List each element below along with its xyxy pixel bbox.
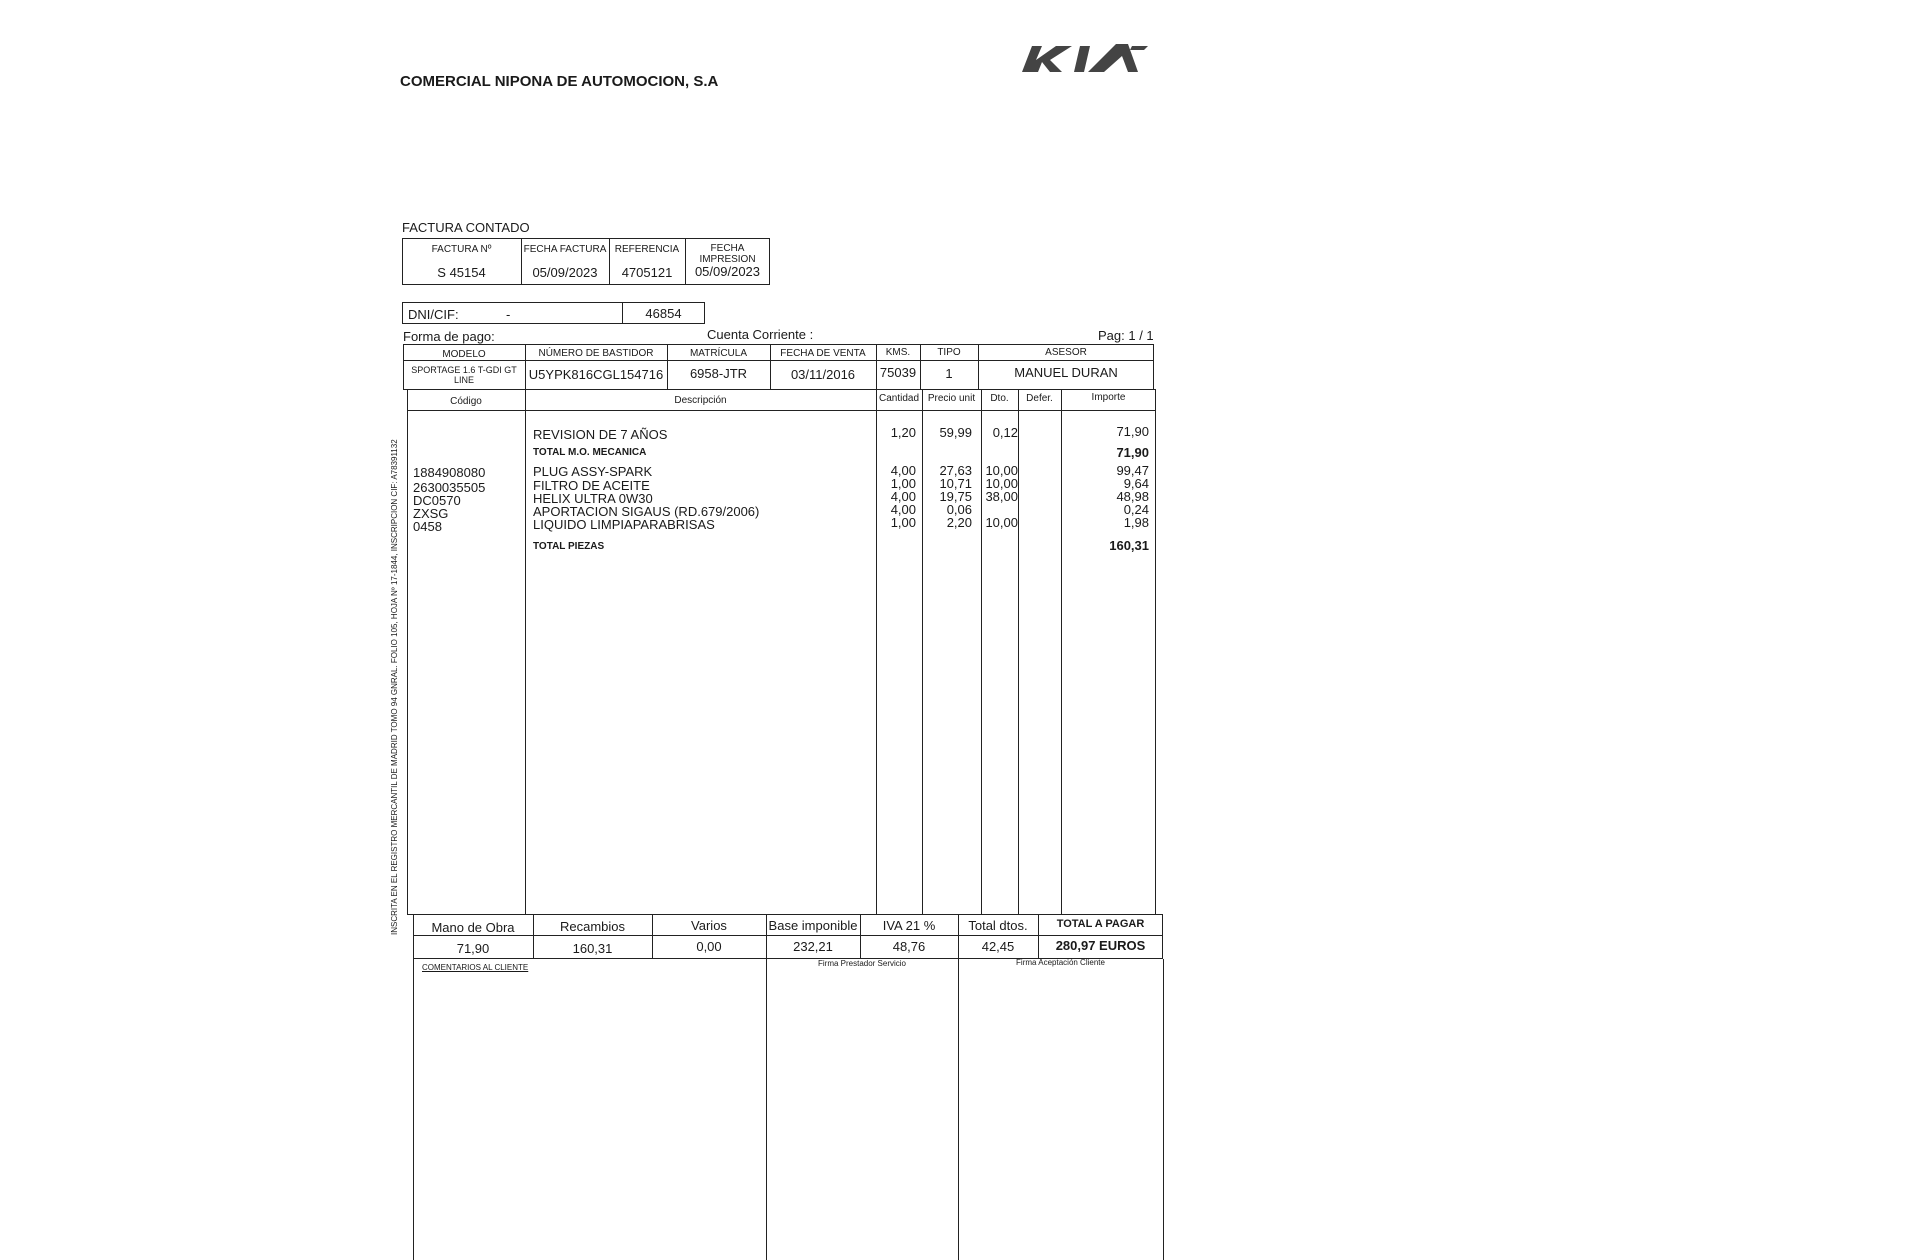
dni-label: DNI/CIF: — [408, 307, 459, 322]
labor-description: REVISION DE 7 AÑOS — [533, 427, 668, 442]
parts-cantidad: 4,00 1,00 4,00 4,00 1,00 — [890, 463, 916, 530]
labor-total-value: 71,90 — [1116, 445, 1149, 460]
parts-descriptions — [533, 465, 759, 531]
document-type: FACTURA CONTADO — [402, 220, 530, 235]
iva-label: IVA 21 % — [882, 918, 936, 933]
fecha-impresion-label: FECHA IMPRESION — [699, 243, 756, 265]
table-row: DC0570 — [413, 493, 461, 508]
dni-dash: - — [506, 307, 511, 322]
modelo-label: MODELO — [442, 349, 486, 360]
col-codigo: Código — [450, 396, 482, 407]
labor-total-label: TOTAL M.O. MECANICA — [533, 447, 647, 458]
company-name: COMERCIAL NIPONA DE AUTOMOCION, S.A — [400, 73, 719, 90]
table-row: HELIX ULTRA 0W30 — [533, 491, 653, 506]
labor-cantidad: 1,20 — [890, 425, 916, 440]
total-dtos-label: Total dtos. — [968, 918, 1028, 933]
table-row: APORTACION SIGAUS (RD.679/2006) — [533, 504, 760, 519]
referencia-label: REFERENCIA — [614, 244, 680, 255]
tipo-value: 1 — [945, 366, 953, 381]
col-dto: Dto. — [990, 393, 1009, 404]
bastidor-label: NÚMERO DE BASTIDOR — [538, 348, 654, 359]
labor-dto: 0,12 — [992, 425, 1018, 440]
fecha-impresion-value: 05/09/2023 — [694, 264, 761, 279]
firma-prestador: Firma Prestador Servicio — [817, 959, 907, 968]
page-number: Pag: 1 / 1 — [1098, 328, 1154, 343]
cuenta-corriente-label: Cuenta Corriente : — [707, 327, 814, 342]
kms-value: 75039 — [879, 365, 917, 380]
bastidor-value: U5YPK816CGL154716 — [528, 367, 664, 382]
table-row: PLUG ASSY-SPARK — [533, 464, 653, 479]
comentarios-cliente: COMENTARIOS AL CLIENTE — [422, 963, 529, 972]
recambios-label: Recambios — [559, 919, 626, 934]
factura-number: S 45154 — [437, 265, 486, 280]
table-row: 1884908080 — [413, 465, 486, 480]
mano-obra-label: Mano de Obra — [431, 920, 515, 935]
kms-label: KMS. — [885, 347, 911, 358]
mano-obra-value: 71,90 — [456, 941, 490, 956]
base-imponible-value: 232,21 — [793, 939, 833, 954]
table-row: LIQUIDO LIMPIAPARABRISAS — [533, 517, 715, 532]
registro-mercantil-text: INSCRITA EN EL REGISTRO MERCANTIL DE MADRID TOMO 94 GNRAL. FOLIO 105, HOJA Nº 17-1844, INSCRIPCION CIF: A78391132 — [390, 439, 399, 935]
tipo-label: TIPO — [937, 347, 961, 358]
iva-value: 48,76 — [892, 939, 926, 954]
parts-precio: 27,63 10,71 19,75 0,06 2,20 — [939, 463, 972, 530]
total-pagar-label: TOTAL A PAGAR — [1056, 918, 1145, 930]
col-defer: Defer. — [1026, 393, 1053, 404]
referencia-value: 4705121 — [621, 265, 673, 280]
dni-value: 46854 — [645, 306, 682, 321]
table-row: 0458 — [413, 519, 442, 534]
labor-precio: 59,99 — [939, 425, 972, 440]
col-importe: Importe — [1091, 392, 1126, 403]
total-pagar-value: 280,97 EUROS — [1055, 938, 1146, 953]
table-row: FILTRO DE ACEITE — [533, 478, 650, 493]
table-row: ZXSG — [413, 506, 449, 521]
parts-importe: 99,47 9,64 48,98 0,24 1,98 — [1116, 463, 1149, 530]
varios-label: Varios — [691, 918, 727, 933]
col-descripcion: Descripción — [674, 395, 727, 406]
fecha-factura-value: 05/09/2023 — [532, 265, 598, 280]
asesor-value: MANUEL DURAN — [1014, 365, 1118, 380]
parts-codes — [413, 465, 485, 533]
items-table — [407, 389, 1156, 915]
parts-total-label: TOTAL PIEZAS — [533, 541, 605, 552]
parts-total-value: 160,31 — [1109, 538, 1149, 553]
modelo-value: SPORTAGE 1.6 T-GDI GT LINE — [411, 365, 517, 385]
parts-dto: 10,00 10,00 38,00 10,00 — [985, 463, 1018, 530]
asesor-label: ASESOR — [1045, 347, 1087, 358]
firma-cliente: Firma Aceptación Cliente — [1016, 958, 1105, 967]
recambios-value: 160,31 — [572, 941, 613, 956]
varios-value: 0,00 — [696, 939, 722, 954]
kia-logo — [1020, 40, 1150, 76]
fecha-venta-value: 03/11/2016 — [790, 367, 856, 382]
base-imponible-label: Base imponible — [768, 918, 858, 933]
labor-importe: 71,90 — [1116, 424, 1149, 439]
factura-label: FACTURA Nº — [431, 244, 492, 255]
table-row: 2630035505 — [413, 480, 486, 495]
total-dtos-value: 42,45 — [981, 939, 1015, 954]
col-cantidad: Cantidad — [878, 393, 920, 404]
col-precio: Precio unit — [927, 393, 976, 404]
fecha-venta-label: FECHA DE VENTA — [780, 348, 866, 359]
matricula-label: MATRÍCULA — [689, 348, 748, 359]
fecha-factura-label: FECHA FACTURA — [523, 244, 607, 255]
forma-pago-label: Forma de pago: — [403, 329, 495, 344]
matricula-value: 6958-JTR — [689, 366, 748, 381]
